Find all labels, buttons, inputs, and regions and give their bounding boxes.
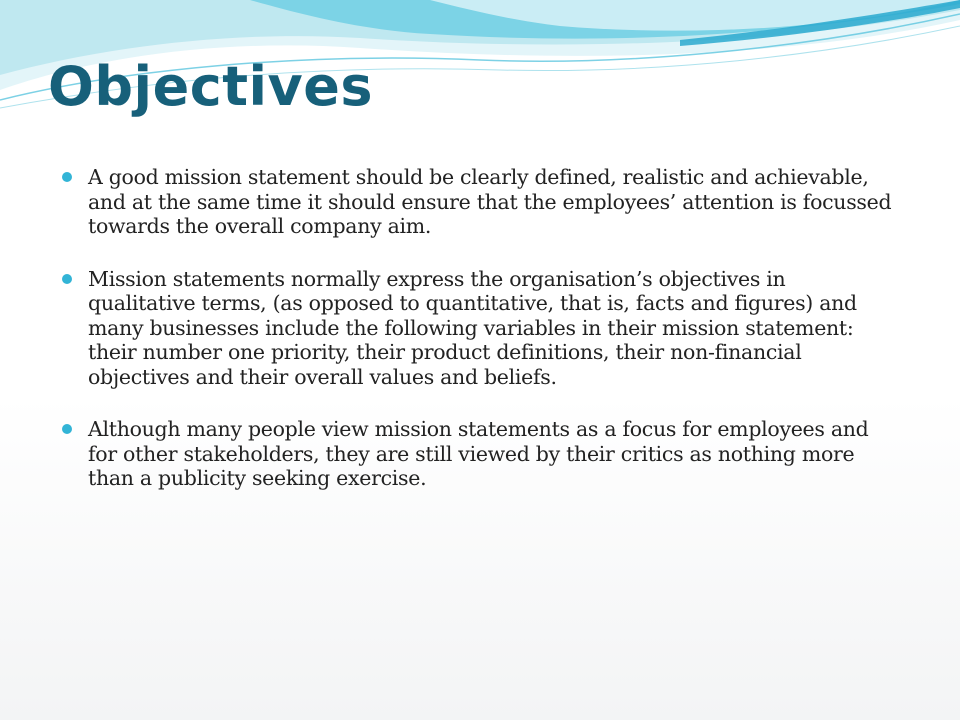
bullet-item — [62, 417, 892, 491]
bullet-item — [62, 267, 892, 390]
slide-title: Objectives — [48, 55, 373, 118]
bullet-text: Mission statements normally express the organisation’s objectives in qualitative terms, (as opposed to quantitative, that is, facts and figures) and many businesses include the following variables in their mission statement: their number one priority, their product definitions, their non-financial objectives and their overall values and beliefs. — [88, 266, 857, 389]
bullet-list — [62, 165, 892, 519]
bullet-dot-icon — [62, 424, 72, 434]
bullet-dot-icon — [62, 172, 72, 182]
bullet-dot-icon — [62, 274, 72, 284]
bullet-text: Although many people view mission statements as a focus for employees and for other stakeholders, they are still viewed by their critics as nothing more than a publicity seeking exercise. — [88, 417, 869, 490]
bullet-item — [62, 165, 892, 239]
bullet-text: A good mission statement should be clearly defined, realistic and achievable, and at the same time it should ensure that the employees’ attention is focussed towards the overall company aim. — [88, 165, 892, 238]
